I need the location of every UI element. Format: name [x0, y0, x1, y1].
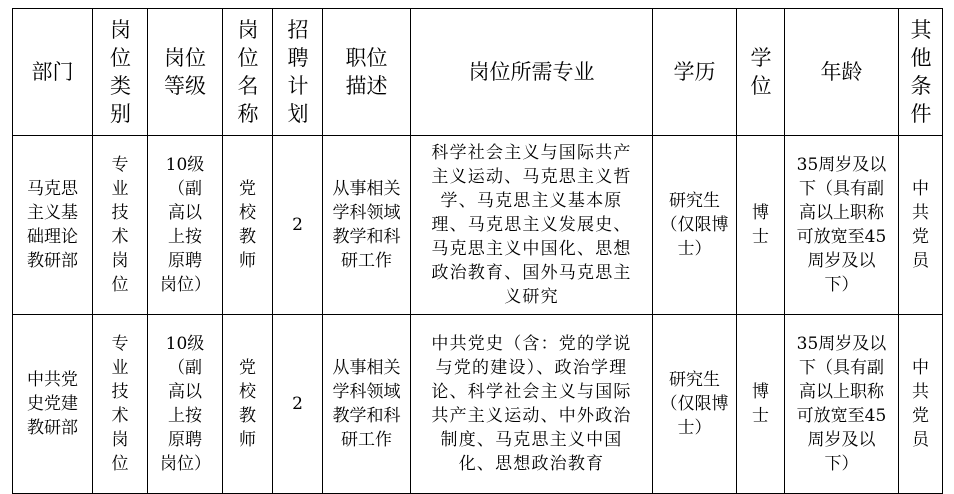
table-row: [13, 136, 943, 315]
header-level: 岗位等级: [148, 9, 223, 136]
cell-level: 10级（副高以上按原聘岗位）: [148, 136, 223, 315]
cell-edu: 研究生（仅限博士）: [653, 315, 737, 494]
cell-degree: 博士: [737, 136, 785, 315]
cell-desc: 从事相关学科领域教学和科研工作: [323, 315, 411, 494]
cell-other: 中共党员: [899, 136, 943, 315]
header-edu: 学历: [653, 9, 737, 136]
header-dept: 部门: [13, 9, 93, 136]
header-desc: 职位描述: [323, 9, 411, 136]
cell-type: 专业技术岗位: [93, 136, 148, 315]
header-plan: 招聘计划: [273, 9, 323, 136]
header-other: 其他条件: [899, 9, 943, 136]
cell-name: 党校教师: [223, 315, 273, 494]
cell-desc: 从事相关学科领域教学和科研工作: [323, 136, 411, 315]
cell-major: 科学社会主义与国际共产主义运动、马克思主义哲学、马克思主义基本原理、马克思主义发展史、马克思主义中国化、思想政治教育、国外马克思主义研究: [411, 136, 653, 315]
header-row: [13, 9, 943, 136]
cell-age: 35周岁及以下（具有副高以上职称可放宽至45周岁及以下）: [785, 136, 899, 315]
header-major: 岗位所需专业: [411, 9, 653, 136]
cell-plan: 2: [273, 136, 323, 315]
table-row: [13, 315, 943, 494]
cell-edu: 研究生（仅限博士）: [653, 136, 737, 315]
cell-age: 35周岁及以下（具有副高以上职称可放宽至45周岁及以下）: [785, 315, 899, 494]
cell-degree: 博士: [737, 315, 785, 494]
cell-plan: 2: [273, 315, 323, 494]
recruitment-table: [12, 8, 943, 494]
header-name: 岗位名称: [223, 9, 273, 136]
cell-level: 10级（副高以上按原聘岗位）: [148, 315, 223, 494]
cell-name: 党校教师: [223, 136, 273, 315]
cell-other: 中共党员: [899, 315, 943, 494]
cell-major: 中共党史（含：党的学说与党的建设）、政治学理论、科学社会主义与国际共产主义运动、中外政治制度、马克思主义中国化、思想政治教育: [411, 315, 653, 494]
header-degree: 学位: [737, 9, 785, 136]
cell-dept: 马克思主义基础理论教研部: [13, 136, 93, 315]
header-age: 年龄: [785, 9, 899, 136]
cell-type: 专业技术岗位: [93, 315, 148, 494]
cell-dept: 中共党史党建教研部: [13, 315, 93, 494]
header-type: 岗位类别: [93, 9, 148, 136]
